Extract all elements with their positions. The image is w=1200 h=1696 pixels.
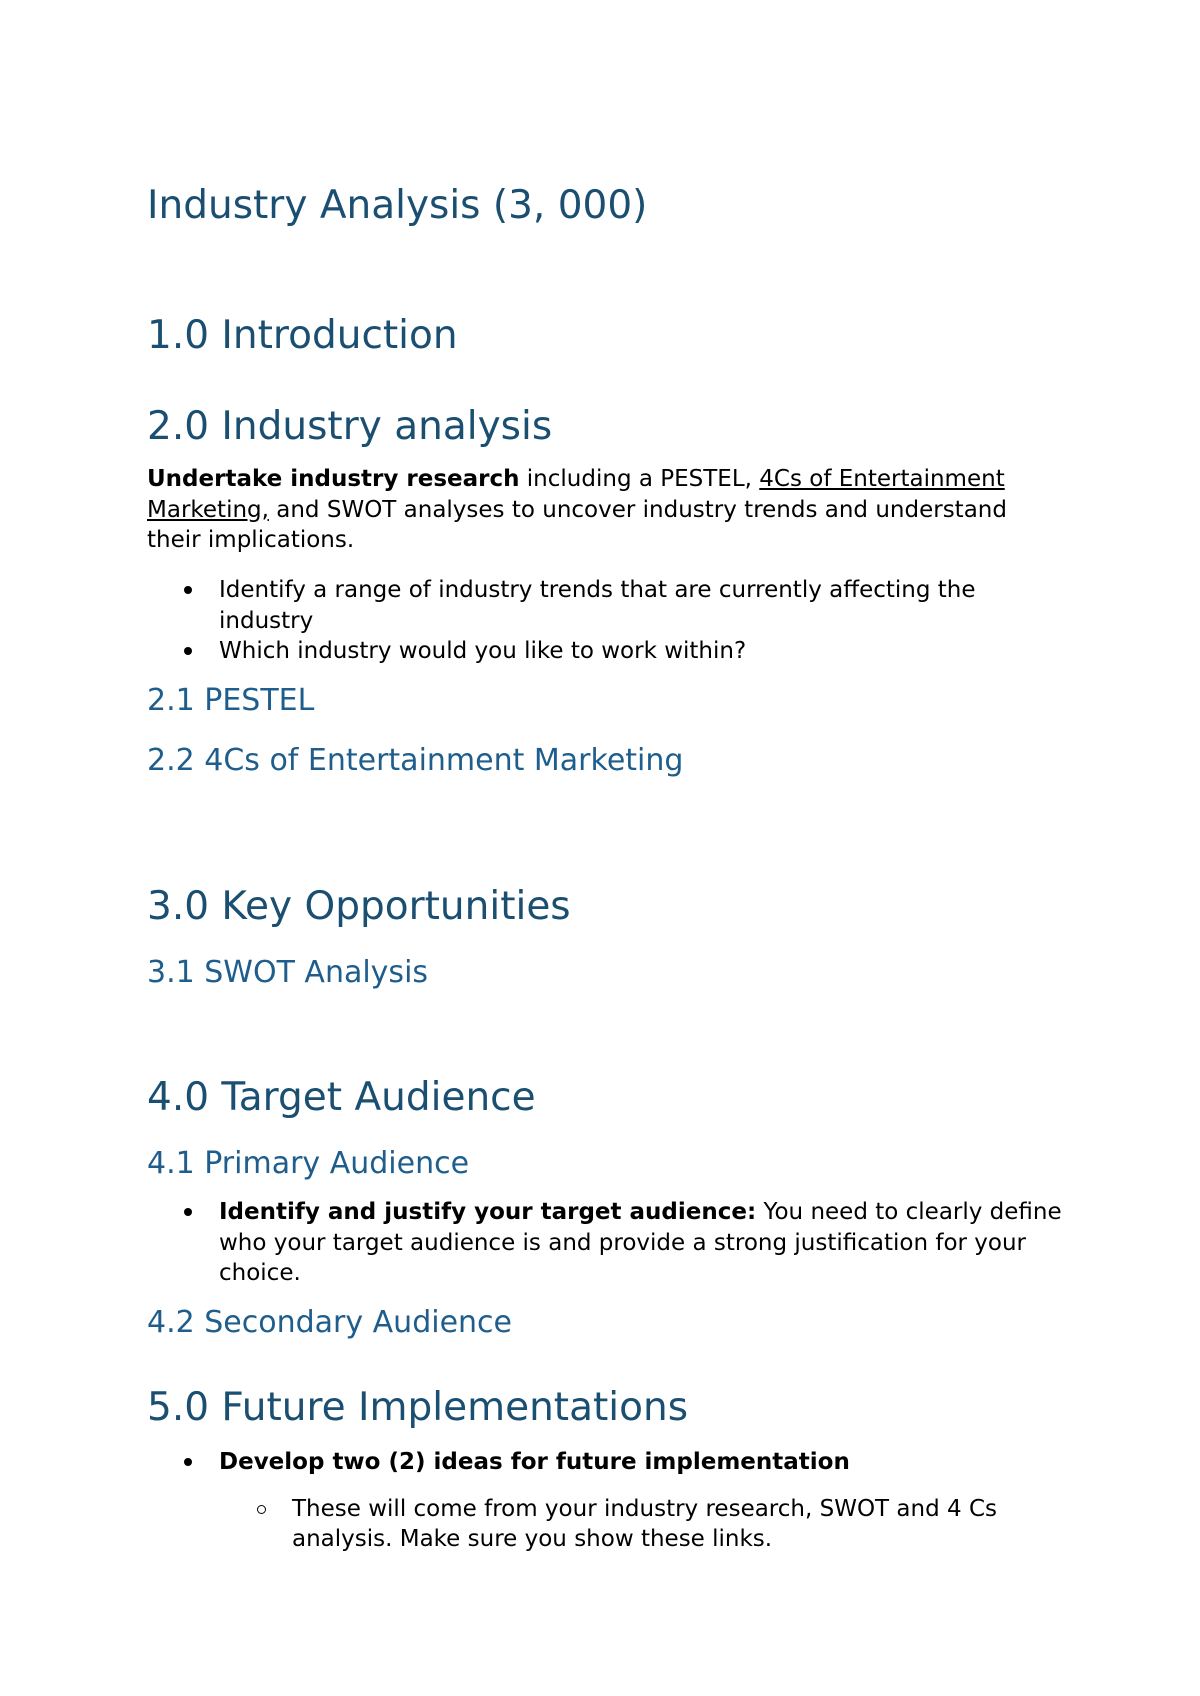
industry-analysis-paragraph: [147, 464, 1067, 556]
target-audience-bold: Identify and justify your target audience:: [219, 1199, 757, 1225]
sub-list-item: [147, 1494, 1067, 1555]
heading-future-implementations: 5.0 Future Implementations: [147, 1385, 689, 1430]
heading-target-audience: 4.0 Target Audience: [147, 1075, 536, 1120]
industry-research-text-1: including a PESTEL,: [519, 466, 760, 492]
4cs-marketing-link[interactable]: 4Cs of Entertainment Marketing,: [147, 466, 1005, 523]
future-implementation-bold: Develop two (2) ideas for future implementation: [219, 1449, 850, 1475]
heading-introduction: 1.0 Introduction: [147, 313, 458, 358]
bullet-circle-icon: [257, 1505, 266, 1514]
list-item: [147, 1197, 1067, 1289]
sub-list-item-text: These will come from your industry research, SWOT and 4 Cs analysis. Make sure you show these links.: [292, 1495, 997, 1552]
heading-primary-audience: 4.1 Primary Audience: [147, 1146, 470, 1181]
industry-research-bold: Undertake industry research: [147, 466, 520, 492]
primary-audience-list: [147, 1197, 1067, 1289]
heading-secondary-audience: 4.2 Secondary Audience: [147, 1305, 512, 1340]
bullet-dot-icon: [184, 586, 192, 594]
document-title: Industry Analysis (3, 000): [147, 183, 648, 228]
bullet-dot-icon: [184, 1208, 192, 1216]
list-item-text: Which industry would you like to work within?: [219, 638, 747, 664]
heading-swot-analysis: 3.1 SWOT Analysis: [147, 955, 429, 990]
industry-trends-list: [147, 575, 1067, 667]
list-item: [147, 1447, 1067, 1478]
bullet-dot-icon: [184, 647, 192, 655]
heading-key-opportunities: 3.0 Key Opportunities: [147, 884, 571, 929]
industry-research-text-2: and SWOT analyses to uncover industry trends and understand their implications.: [147, 496, 1007, 553]
list-item: [147, 636, 1067, 667]
list-item-text: Identify a range of industry trends that are currently affecting the industry: [219, 577, 976, 634]
heading-pestel: 2.1 PESTEL: [147, 683, 315, 718]
target-audience-text: You need to clearly define who your target audience is and provide a strong justification for your choice.: [219, 1199, 1062, 1286]
future-implementations-list: [147, 1447, 1067, 1555]
bullet-dot-icon: [184, 1458, 192, 1466]
list-item: [147, 575, 1067, 636]
heading-industry-analysis: 2.0 Industry analysis: [147, 404, 553, 449]
heading-4cs-marketing: 2.2 4Cs of Entertainment Marketing: [147, 743, 684, 778]
